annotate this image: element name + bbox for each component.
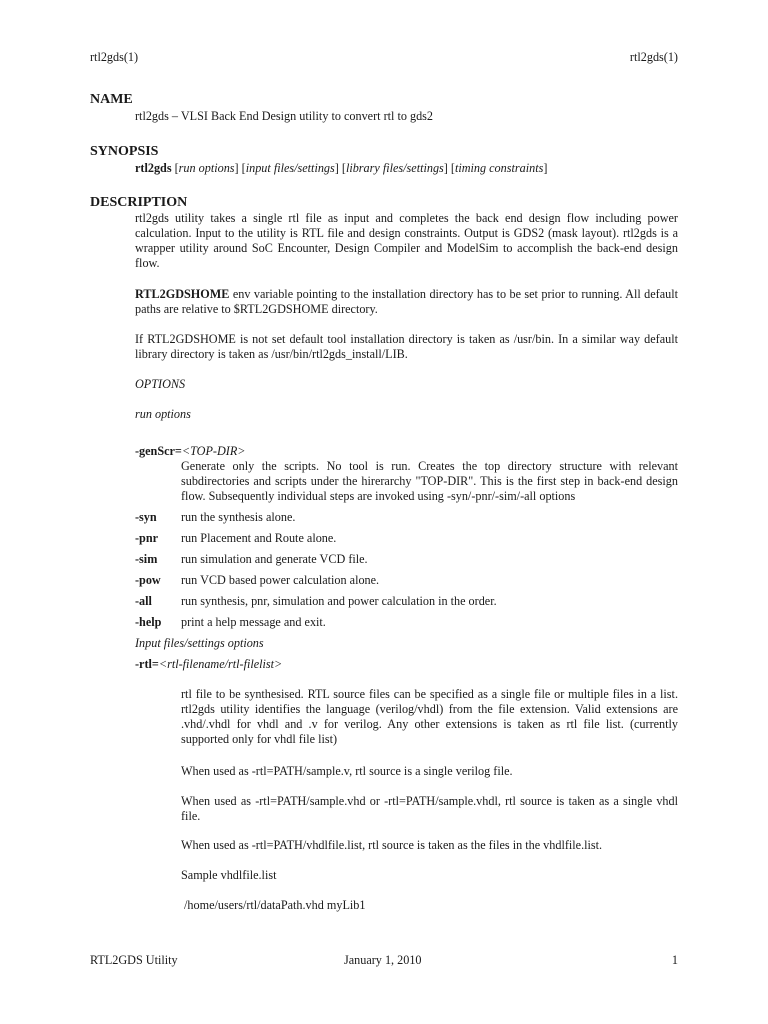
option-desc-syn: run the synthesis alone. xyxy=(181,510,296,524)
genscr-flag: -genScr= xyxy=(135,444,182,458)
description-paragraph: rtl2gds utility takes a single rtl file as input and completes the back end design flow including power calculation. Input to the utility is RTL file and design constraints. Output is GDS2 (mask layout). rtl2gds is a wrapper utility around SoC Encounter, Design Compiler and ModelSim to accomplish the back-end design flow. xyxy=(135,211,678,270)
page-header-left: rtl2gds(1) xyxy=(90,50,139,64)
option-desc-pnr: run Placement and Route alone. xyxy=(181,531,337,545)
rtl-vhdl-usage: When used as -rtl=PATH/sample.vhd or -rtl=PATH/sample.vhdl, rtl source is taken as a single vhdl file. xyxy=(181,794,678,823)
footer-left: RTL2GDS Utility xyxy=(90,953,178,967)
page-header-right: rtl2gds(1) xyxy=(629,50,678,64)
description-heading: DESCRIPTION xyxy=(90,195,188,210)
rtl-arg: <rtl-filename/rtl-filelist> xyxy=(158,657,283,671)
sample-list-label: Sample vhdlfile.list xyxy=(181,868,277,882)
env-var-name: RTL2GDSHOME xyxy=(135,287,230,301)
option-desc-pow: run VCD based power calculation alone. xyxy=(181,573,380,587)
option-desc-sim: run simulation and generate VCD file. xyxy=(181,552,368,566)
options-label: OPTIONS xyxy=(135,377,186,391)
synopsis-command: rtl2gds xyxy=(135,161,172,175)
run-options-label: run options xyxy=(135,407,191,421)
synopsis-line: rtl2gds [run options] [input files/settings] [library files/settings] [timing constraints] xyxy=(135,161,548,175)
synopsis-arg: timing constraints xyxy=(454,161,544,175)
synopsis-arg: input files/settings xyxy=(245,161,335,175)
name-text: rtl2gds – VLSI Back End Design utility to convert rtl to gds2 xyxy=(135,109,434,123)
synopsis-arg: library files/settings xyxy=(345,161,444,175)
input-options-label: Input files/settings options xyxy=(135,636,264,650)
rtl-list-usage: When used as -rtl=PATH/vhdlfile.list, rtl source is taken as the files in the vhdlfile.list. xyxy=(181,838,603,852)
option-desc-help: print a help message and exit. xyxy=(181,615,326,629)
rtl-verilog-usage: When used as -rtl=PATH/sample.v, rtl source is a single verilog file. xyxy=(181,764,513,778)
option-desc-all: run synthesis, pnr, simulation and power calculation in the order. xyxy=(181,594,497,608)
rtl-option xyxy=(135,657,282,672)
genscr-arg: <TOP-DIR> xyxy=(181,444,246,458)
genscr-description: Generate only the scripts. No tool is run. Creates the top directory structure with relevant subdirectories and scripts under the hirerarchy "TOP-DIR". This is the first step in back-end design flow. Subsequently individual steps are invoked using -syn/-pnr/-sim/-all options xyxy=(181,459,678,503)
genscr-option xyxy=(135,444,246,459)
option-flag-syn: -syn xyxy=(135,510,157,524)
default-dir-paragraph: If RTL2GDSHOME is not set default tool installation directory is taken as /usr/bin. In a similar way default library directory is taken as /usr/bin/rtl2gds_install/LIB. xyxy=(135,332,678,361)
synopsis-arg: run options xyxy=(178,161,235,175)
name-heading: NAME xyxy=(90,92,133,107)
option-flag-pow: -pow xyxy=(135,573,161,587)
rtl2gdshome-paragraph: RTL2GDSHOME env variable pointing to the installation directory has to be set prior to running. All default paths are relative to $RTL2GDSHOME directory. xyxy=(135,287,678,316)
rtl-flag: -rtl= xyxy=(135,657,159,671)
option-flag-sim: -sim xyxy=(135,552,158,566)
synopsis-heading: SYNOPSIS xyxy=(90,144,159,159)
option-flag-help: -help xyxy=(135,615,162,629)
footer-date: January 1, 2010 xyxy=(344,953,422,967)
page-number: 1 xyxy=(671,953,678,967)
rtl-description: rtl file to be synthesised. RTL source files can be specified as a single file or multiple files in a list. rtl2gds utility identifies the language (verilog/vhdl) from the file extension. Valid extensions are .vhd/.vhdl for vhdl and .v for verilog. Any other extensions is taken as rtl file list. (currently supported only for vhdl file list) xyxy=(181,687,678,746)
option-flag-all: -all xyxy=(135,594,152,608)
option-flag-pnr: -pnr xyxy=(135,531,159,545)
sample-list-entry: /home/users/rtl/dataPath.vhd myLib1 xyxy=(181,898,366,912)
